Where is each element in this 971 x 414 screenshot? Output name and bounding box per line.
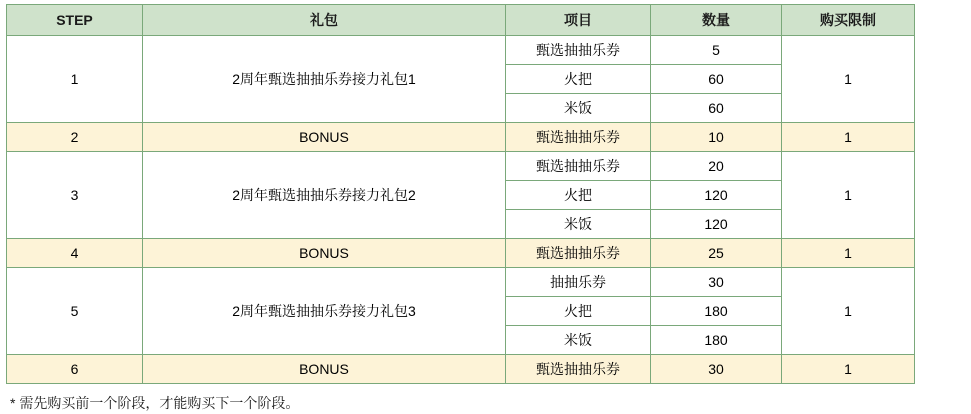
column-header-package: 礼包 xyxy=(143,5,506,36)
quantity-cell: 30 xyxy=(651,268,782,297)
item-cell: 甄选抽抽乐券 xyxy=(506,152,651,181)
step-cell: 4 xyxy=(7,239,143,268)
column-header-purchase-limit: 购买限制 xyxy=(782,5,915,36)
package-name-cell: BONUS xyxy=(143,355,506,384)
quantity-cell: 60 xyxy=(651,94,782,123)
step-cell: 6 xyxy=(7,355,143,384)
table-row xyxy=(7,123,915,152)
table-row xyxy=(7,152,915,181)
table-row xyxy=(7,36,915,65)
package-name-cell: 2周年甄选抽抽乐券接力礼包2 xyxy=(143,152,506,239)
quantity-cell: 60 xyxy=(651,65,782,94)
step-cell: 1 xyxy=(7,36,143,123)
item-cell: 米饭 xyxy=(506,326,651,355)
quantity-cell: 10 xyxy=(651,123,782,152)
quantity-cell: 20 xyxy=(651,152,782,181)
column-header-item: 项目 xyxy=(506,5,651,36)
footnote-text: * 需先购买前一个阶段，才能购买下一个阶段。 xyxy=(10,395,300,411)
purchase-limit-cell: 1 xyxy=(782,123,915,152)
quantity-cell: 180 xyxy=(651,326,782,355)
item-cell: 甄选抽抽乐券 xyxy=(506,355,651,384)
purchase-limit-cell: 1 xyxy=(782,239,915,268)
package-name-cell: BONUS xyxy=(143,239,506,268)
table-header-row xyxy=(7,5,915,36)
item-cell: 火把 xyxy=(506,181,651,210)
gift-package-table xyxy=(6,4,915,384)
item-cell: 甄选抽抽乐券 xyxy=(506,239,651,268)
item-cell: 火把 xyxy=(506,297,651,326)
purchase-limit-cell: 1 xyxy=(782,268,915,355)
table-row xyxy=(7,268,915,297)
purchase-limit-cell: 1 xyxy=(782,36,915,123)
quantity-cell: 120 xyxy=(651,181,782,210)
quantity-cell: 30 xyxy=(651,355,782,384)
item-cell: 甄选抽抽乐券 xyxy=(506,36,651,65)
step-cell: 3 xyxy=(7,152,143,239)
purchase-limit-cell: 1 xyxy=(782,152,915,239)
quantity-cell: 180 xyxy=(651,297,782,326)
step-cell: 5 xyxy=(7,268,143,355)
table-row xyxy=(7,355,915,384)
package-name-cell: BONUS xyxy=(143,123,506,152)
table-header xyxy=(7,5,915,36)
quantity-cell: 25 xyxy=(651,239,782,268)
item-cell: 米饭 xyxy=(506,94,651,123)
quantity-cell: 5 xyxy=(651,36,782,65)
item-cell: 抽抽乐券 xyxy=(506,268,651,297)
item-cell: 火把 xyxy=(506,65,651,94)
purchase-limit-cell: 1 xyxy=(782,355,915,384)
table-row xyxy=(7,239,915,268)
item-cell: 米饭 xyxy=(506,210,651,239)
column-header-step: STEP xyxy=(7,5,143,36)
quantity-cell: 120 xyxy=(651,210,782,239)
item-cell: 甄选抽抽乐券 xyxy=(506,123,651,152)
column-header-quantity: 数量 xyxy=(651,5,782,36)
table-body xyxy=(7,36,915,384)
package-name-cell: 2周年甄选抽抽乐券接力礼包1 xyxy=(143,36,506,123)
package-name-cell: 2周年甄选抽抽乐券接力礼包3 xyxy=(143,268,506,355)
step-cell: 2 xyxy=(7,123,143,152)
